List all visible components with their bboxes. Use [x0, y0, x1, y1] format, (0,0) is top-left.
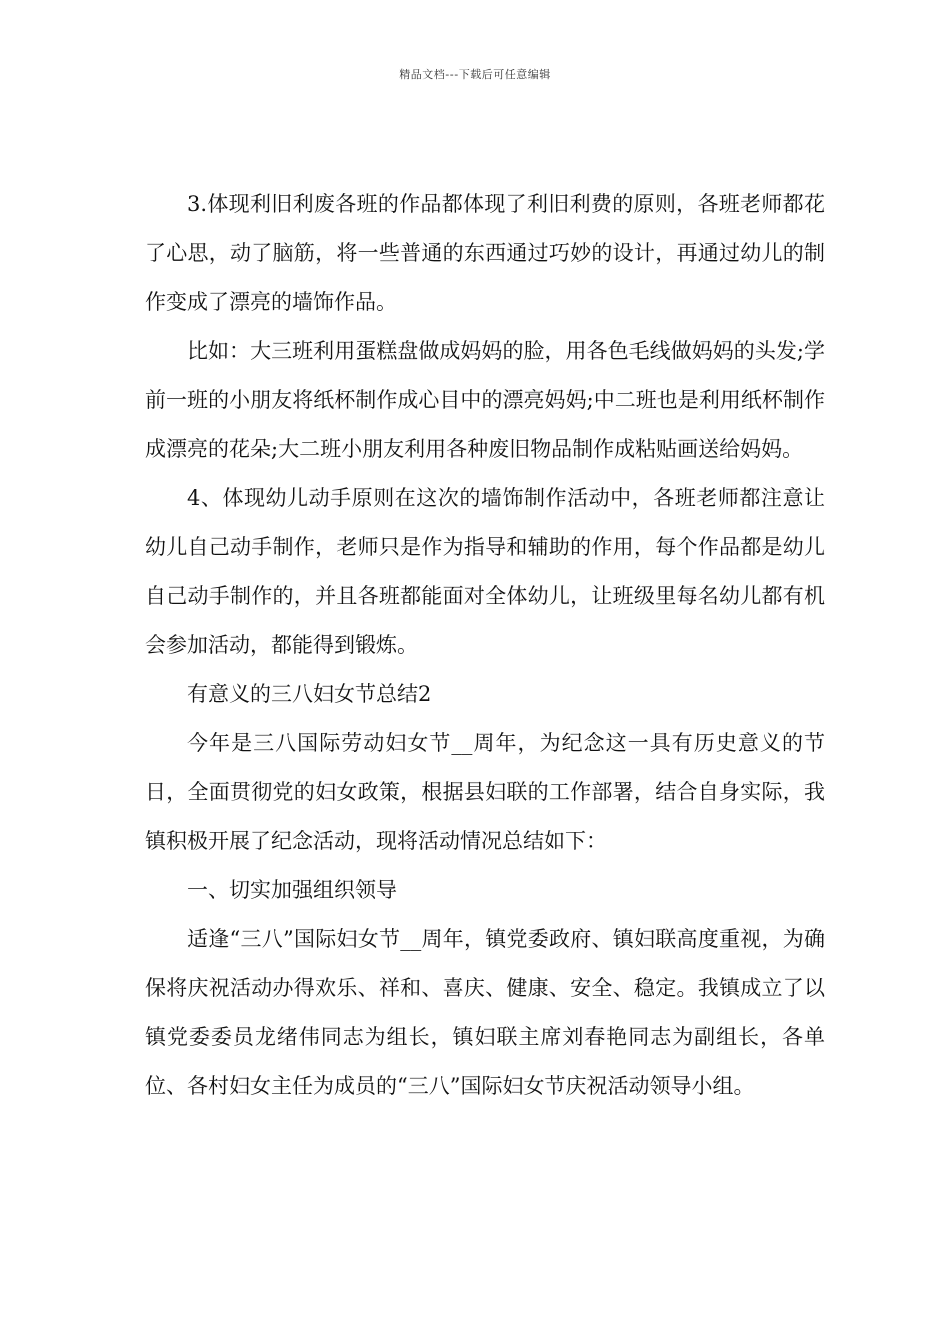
- paragraph-examples: 比如：大三班利用蛋糕盘做成妈妈的脸，用各色毛线做妈妈的头发;学前一班的小朋友将纸杯制作成心目中的漂亮妈妈;中二班也是利用纸杯制作成漂亮的花朵;大二班小朋友利用各种废旧物品制作成粘贴画送给妈妈。: [145, 339, 825, 461]
- paragraph-hands-on-principle: 4、体现幼儿动手原则在这次的墙饰制作活动中，各班老师都注意让幼儿自己动手制作，老师只是作为指导和辅助的作用，每个作品都是幼儿自己动手制作的，并且各班都能面对全体幼儿，让班级里每名幼儿都有机会参加活动，都能得到锻炼。: [145, 486, 825, 657]
- page-header: 精品文档---下载后可任意编辑: [399, 68, 551, 81]
- section-title: 有意义的三八妇女节总结2: [187, 682, 432, 706]
- paragraph-recycling-principle: 3.体现利旧利废各班的作品都体现了利旧利费的原则，各班老师都花了心思，动了脑筋，将一些普通的东西通过巧妙的设计，再通过幼儿的制作变成了漂亮的墙饰作品。: [145, 192, 825, 314]
- subheading-organization: 一、切实加强组织领导: [187, 878, 397, 902]
- paragraph-intro: 今年是三八国际劳动妇女节__周年，为纪念这一具有历史意义的节日，全面贯彻党的妇女政策，根据县妇联的工作部署，结合自身实际，我镇积极开展了纪念活动，现将活动情况总结如下：: [145, 731, 825, 853]
- paragraph-organization: 适逢“三八”国际妇女节__周年，镇党委政府、镇妇联高度重视，为确保将庆祝活动办得欢乐、祥和、喜庆、健康、安全、稳定。我镇成立了以镇党委委员龙绪伟同志为组长，镇妇联主席刘春艳同志为副组长，各单位、各村妇女主任为成员的“三八”国际妇女节庆祝活动领导小组。: [145, 927, 825, 1098]
- document-body: [145, 180, 825, 1111]
